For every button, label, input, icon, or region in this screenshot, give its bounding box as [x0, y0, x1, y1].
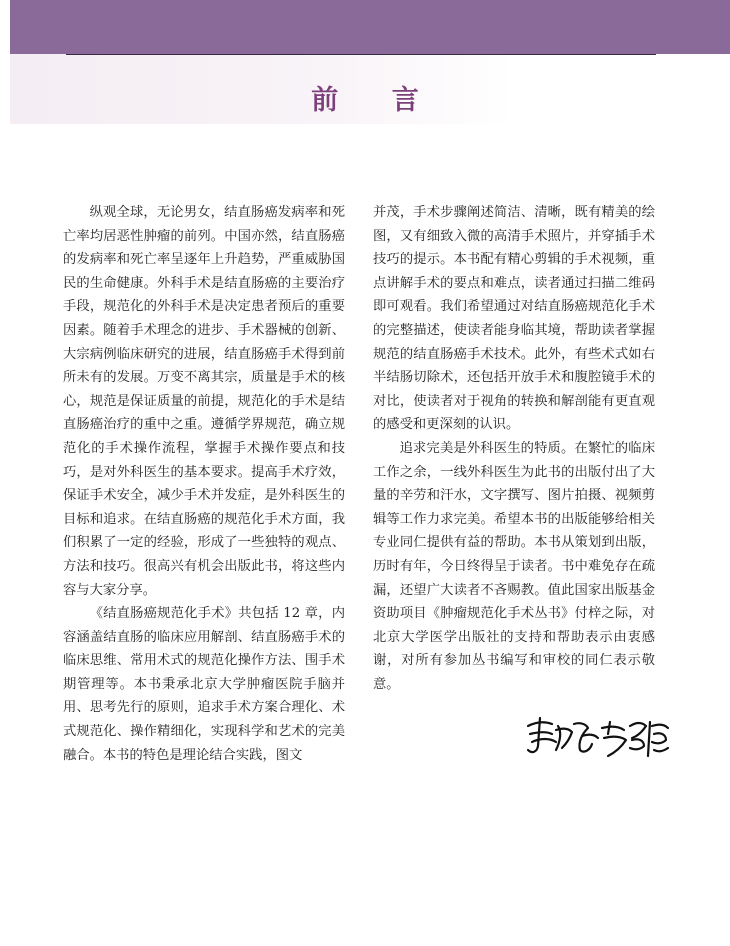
handwritten-signature: [522, 712, 672, 764]
paragraph-2: 《结直肠癌规范化手术》共包括 12 章，内容涵盖结直肠的临床应用解剖、结直肠癌手术的临床思维、常用术式的规范化操作方法、围手术期管理等。本书秉承北京大学肿瘤医院手脑并用、思考先行的原则，追求手术方案合理化、术式规范化、操作精细化，实现科学和艺术的完美融合。本书的特色是理论结合实践，图文: [63, 606, 345, 763]
paragraph-1: 纵观全球，无论男女，结直肠癌发病率和死亡率均居恶性肿瘤的前列。中国亦然，结直肠癌的发病率和死亡率呈逐年上升趋势，严重威胁国民的生命健康。外科手术是结直肠癌的主要治疗手段，规范化的外科手术是决定患者预后的重要因素。随着手术理念的进步、手术器械的创新、大宗病例临床研究的进展，结直肠癌手术得到前所未有的发展。万变不离其宗，质量是手术的核心，规范是保证质量的前提，规范化的手术是结直肠癌治疗的重中之重。遵循学界规范，确立规范化的手术操作流程，掌握手术操作要点和技巧，是对外科医生的基本要求。提高手术疗效，保证手术安全，减少手术并发症，是外科医生的目标和追求。在结直肠癌的规范化手术方面，我们积累了一定的经验，形成了一些独特的观点、方法和技巧。很高兴有机会出版此书，将这些内容与大家分享。: [63, 205, 345, 598]
paragraph-3: 追求完美是外科医生的特质。在繁忙的临床工作之余，一线外科医生为此书的出版付出了大量的辛劳和汗水，文字撰写、图片拍摄、视频剪辑等工作力求完美。希望本书的出版能够给相关专业同仁提供有益的帮助。本书从策划到出版，历时有年，今日终得呈于读者。书中难免存在疏漏，还望广大读者不吝赐教。值此国家出版基金资助项目《肿瘤规范化手术丛书》付梓之际，对北京大学医学出版社的支持和帮助表示由衷感谢，对所有参加丛书编写和审校的同仁表示敬意。: [373, 440, 655, 692]
right-column: [373, 201, 655, 696]
header-rule: [66, 54, 656, 55]
header-band: [10, 0, 730, 54]
page-title: 前 言: [311, 85, 441, 116]
left-column: [63, 201, 345, 767]
paragraph-2-continued: 并茂，手术步骤阐述简洁、清晰，既有精美的绘图，又有细致入微的高清手术照片，并穿插手术技巧的提示。本书配有精心剪辑的手术视频，重点讲解手术的要点和难点，读者通过扫描二维码即可观看。我们希望通过对结直肠癌规范化手术的完整描述，使读者能身临其境，帮助读者掌握规范的结直肠癌手术技术。此外，有些术式如右半结肠切除术，还包括开放手术和腹腔镜手术的对比，使读者对于视角的转换和解剖能有更直观的感受和更深刻的认识。: [373, 205, 655, 433]
